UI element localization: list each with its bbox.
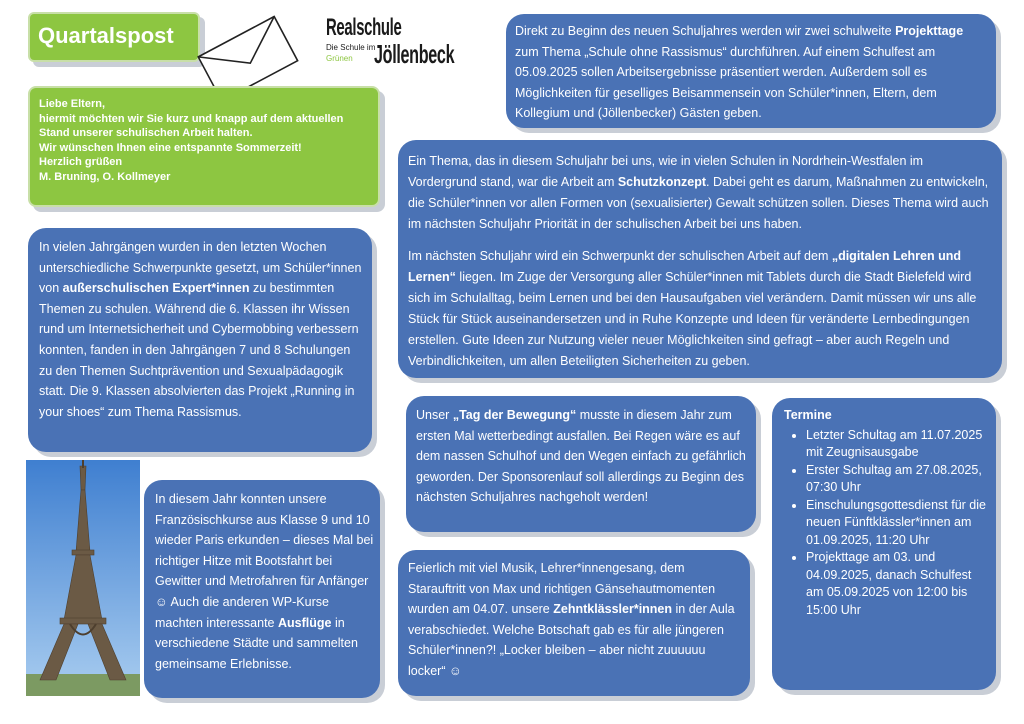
greeting-line: hiermit möchten wir Sie kurz und knapp auf dem aktuellen (39, 112, 344, 125)
expertinnen-box (28, 228, 372, 452)
greeting-box (28, 86, 380, 207)
projekttage-box (506, 14, 996, 128)
greeting-line: Liebe Eltern, (39, 98, 106, 110)
logo-line-2: Die Schule im (326, 43, 376, 52)
termine-item: • Letzter Schultag am 11.07.2025 mit Zeugnisausgabe (806, 427, 988, 462)
greeting-signature: M. Bruning, O. Kollmeyer (39, 170, 171, 183)
verabschiedung-text: Feierlich mit viel Musik, Lehrer*innengesang, dem Starauftritt von Max und richtigen Gänsehautmomenten wurden am 04.07. unsere Zehntklässler*innen in der Aula verabschiedet. Welche Botschaft gab es für alle jüngeren Schüler*innen?! „Locker bleiben – aber nicht zuuuuuu locker“ ☺ (408, 561, 735, 678)
paris-box (144, 480, 380, 698)
paris-text: In diesem Jahr konnten unsere Französischkurse aus Klasse 9 und 10 wieder Paris erkunden – dieses Mal bei richtiger Hitze mit Bootsfahrt bei Gewitter und Metrofahren für Anfänger ☺ Auch die anderen WP-Kurse machten interessante Ausflüge in verschiedene Städte und sammelten gemeinsame Erlebnisse. (155, 492, 374, 671)
eiffel-tower-image (26, 460, 140, 696)
digitales-lernen-text: Im nächsten Schuljahr wird ein Schwerpunkt der schulischen Arbeit auf dem „digitalen Lehren und Lernen“ liegen. Im Zuge der Versorgung aller Schüler*innen mit Tablets durch die Stadt Bielefeld wird sich im Schulalltag, beim Lernen und bei den Hausaufgaben viel verändern. Damit müssen wir uns alle Stück für Stück auseinandersetzen und in Ruhe Konzepte und Ideen für veränderte Lernbedingungen erstellen. Gute Ideen zur Nutzung vieler neuer Möglichkeiten sind gefragt – aber auch Regeln und Verbindlichkeiten, um allen Beteiligten Sicherheiten zu geben. (408, 249, 977, 368)
tag-der-bewegung-box (406, 396, 756, 532)
verabschiedung-box (398, 550, 750, 696)
logo-line-4: Jöllenbeck (374, 39, 455, 69)
schutzkonzept-box (398, 140, 1002, 378)
newsletter-title (28, 12, 200, 62)
greeting-line: Herzlich grüßen (39, 156, 123, 169)
termine-item: • Erster Schultag am 27.08.2025, 07:30 Uhr (806, 462, 988, 497)
expertinnen-text: In vielen Jahrgängen wurden in den letzten Wochen unterschiedliche Schwerpunkte gesetzt, um Schüler*innen von außerschulischen Expert*innen zu bestimmten Themen zu schulen. Während die 6. Klassen ihr Wissen rund um Internetsicherheit und Cybermobbing verbessern konnten, fanden in den Jahrgängen 7 und 8 Schulungen zu den Themen Suchtprävention und Sexualpädagogik statt. Die 9. Klassen absolvierten das Projekt „Running in your shoes“ zum Thema Rassismus. (39, 240, 362, 419)
tag-der-bewegung-text: Unser „Tag der Bewegung“ musste in diesem Jahr zum ersten Mal wetterbedingt ausfallen. Bei Regen wäre es auf dem nassen Schulhof und den Wegen einfach zu gefährlich geworden. Der Sponsorenlauf soll allerdings zu Beginn des nächsten Schuljahres nachgeholt werden! (416, 408, 746, 505)
projekttage-text: Direkt zu Beginn des neuen Schuljahres werden wir zwei schulweite Projekttage zum Thema „Schule ohne Rassismus“ durchführen. Auf einem Schulfest am 05.09.2025 sollen Arbeitsergebnisse präsentiert werden. Außerdem soll es Möglichkeiten für geselliges Beisammensein von Schüler*innen, Eltern, dem Kollegium und (Jöllenbecker) Gästen geben. (515, 24, 964, 120)
schutzkonzept-text: Ein Thema, das in diesem Schuljahr bei uns, wie in vielen Schulen in Nordrhein-Westfalen im Vordergrund stand, war die Arbeit am Schutzkonzept. Dabei geht es darum, Maßnahmen zu entwickeln, die Schüler*innen vor allen Formen von (sexualisierter) Gewalt schützen sollen. Dieses Thema wird auch im nächsten Schuljahr Priorität in der schulischen Arbeit bei uns haben. (408, 154, 989, 231)
termine-item: • Projekttage am 03. und 04.09.2025, danach Schulfest am 05.09.2025 von 12:00 bis 15:00 Uhr (806, 549, 988, 619)
termine-list (784, 427, 988, 620)
logo-line-3: Grünen (326, 54, 353, 63)
greeting-line: Stand unserer schulischen Arbeit halten. (39, 127, 253, 140)
greeting-line: Wir wünschen Ihnen eine entspannte Sommerzeit! (39, 141, 302, 154)
termine-heading: Termine (784, 408, 832, 422)
title-text: Quartalspost (38, 23, 174, 48)
termine-item: • Einschulungsgottesdienst für die neuen Fünftklässler*innen am 01.09.2025, 11:20 Uhr (806, 497, 988, 550)
logo-line-1: Realschule (326, 14, 402, 41)
termine-box (772, 398, 996, 690)
school-logo (324, 14, 476, 86)
